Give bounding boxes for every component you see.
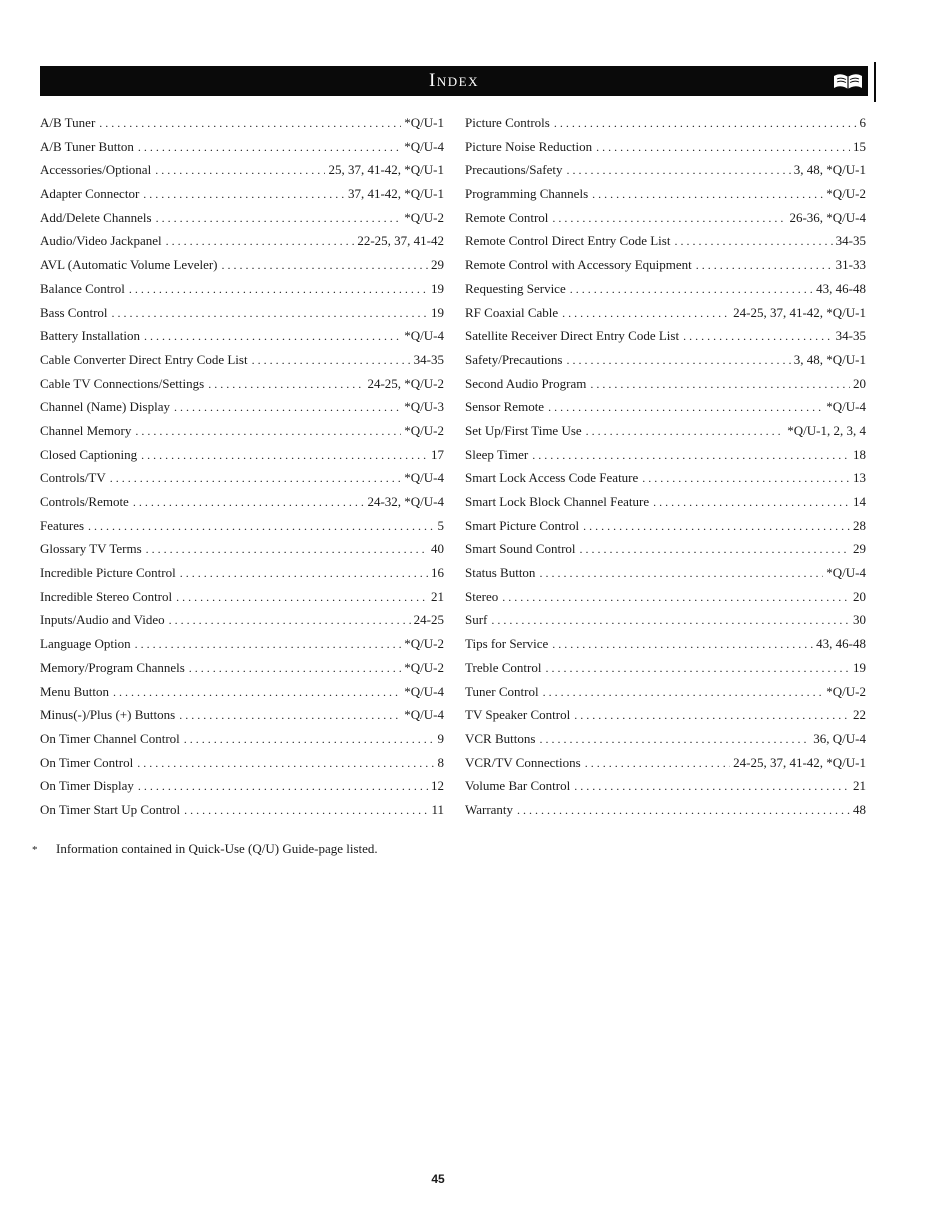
- index-term: A/B Tuner Button: [40, 138, 134, 154]
- footnote-marker: *: [32, 844, 38, 856]
- index-entry: [40, 774, 444, 798]
- index-term: Balance Control: [40, 280, 125, 296]
- index-term: TV Speaker Control: [465, 707, 571, 723]
- leader-dots: [179, 704, 401, 728]
- leader-dots: [554, 112, 857, 136]
- index-pages: 24-32, *Q/U-4: [367, 494, 444, 509]
- index-term: Remote Control: [465, 209, 549, 225]
- index-term: Smart Lock Block Channel Feature: [465, 494, 650, 509]
- index-term: Minus(-)/Plus (+) Buttons: [40, 707, 176, 723]
- index-title-bar: [40, 66, 868, 96]
- index-pages: *Q/U-4: [404, 707, 444, 723]
- page-number: 45: [431, 1172, 445, 1186]
- index-entry: [465, 324, 866, 348]
- index-pages: 5: [437, 517, 444, 533]
- index-pages: *Q/U-4: [826, 399, 866, 415]
- leader-dots: [592, 183, 823, 207]
- leader-dots: [653, 491, 850, 515]
- leader-dots: [141, 444, 428, 468]
- index-pages: 20: [853, 375, 866, 391]
- leader-dots: [184, 799, 428, 823]
- index-term: Smart Picture Control: [465, 517, 580, 533]
- leader-dots: [169, 609, 411, 633]
- index-pages: 20: [853, 588, 866, 604]
- index-pages: 3, 48, *Q/U-1: [793, 351, 866, 367]
- leader-dots: [184, 728, 435, 752]
- leader-dots: [222, 254, 428, 278]
- index-pages: 9: [437, 730, 444, 746]
- header-edge-rule: [874, 62, 876, 102]
- index-entry: [465, 727, 866, 751]
- index-pages: *Q/U-3: [404, 399, 444, 415]
- index-term: Smart Sound Control: [465, 541, 576, 557]
- index-pages: 26-36, *Q/U-4: [789, 209, 866, 225]
- index-pages: 17: [431, 446, 444, 462]
- leader-dots: [155, 159, 325, 183]
- index-pages: 28: [853, 517, 866, 533]
- leader-dots: [189, 657, 401, 681]
- index-term: Surf: [465, 612, 488, 628]
- index-entry: [465, 135, 866, 159]
- index-entry: [40, 348, 444, 372]
- index-pages: 22-25, 37, 41-42: [357, 233, 444, 249]
- leader-dots: [552, 207, 786, 231]
- index-pages: *Q/U-2: [404, 422, 444, 438]
- index-entry: [465, 608, 866, 632]
- index-term: Treble Control: [465, 659, 542, 675]
- index-entry: [40, 253, 444, 277]
- index-term: Language Option: [40, 636, 131, 652]
- leader-dots: [144, 325, 401, 349]
- index-pages: 34-35: [835, 233, 866, 249]
- index-entry: [40, 514, 444, 538]
- index-term: On Timer Start Up Control: [40, 801, 181, 817]
- index-term: Cable TV Connections/Settings: [40, 375, 205, 391]
- index-entry: [40, 490, 444, 514]
- index-entry: [40, 656, 444, 680]
- index-term: Incredible Stereo Control: [40, 588, 173, 604]
- leader-dots: [574, 775, 850, 799]
- index-pages: 30: [853, 612, 866, 628]
- leader-dots: [88, 515, 434, 539]
- leader-dots: [545, 657, 850, 681]
- leader-dots: [532, 444, 850, 468]
- index-term: Controls/Remote: [40, 494, 129, 509]
- index-pages: 29: [431, 257, 444, 273]
- index-term: Controls/TV: [40, 470, 106, 486]
- index-term: A/B Tuner: [40, 115, 96, 130]
- index-entry: [465, 680, 866, 704]
- leader-dots: [585, 752, 730, 776]
- leader-dots: [548, 396, 823, 420]
- index-pages: *Q/U-2: [826, 683, 866, 699]
- page-title: Index: [429, 70, 479, 91]
- index-pages: *Q/U-4: [404, 138, 444, 154]
- index-term: Tips for Service: [465, 636, 549, 652]
- index-pages: 18: [853, 446, 866, 462]
- leader-dots: [112, 302, 428, 326]
- index-term: Inputs/Audio and Video: [40, 612, 165, 628]
- index-pages: 11: [431, 801, 444, 817]
- index-entry: [465, 703, 866, 727]
- index-term: On Timer Display: [40, 778, 134, 794]
- index-entry: [40, 135, 444, 159]
- index-term: Bass Control: [40, 304, 108, 320]
- index-entry: [465, 798, 866, 822]
- index-term: Sleep Timer: [465, 446, 529, 462]
- index-pages: 34-35: [413, 351, 444, 367]
- index-entry: [40, 537, 444, 561]
- index-term: Status Button: [465, 565, 536, 581]
- leader-dots: [166, 230, 355, 254]
- index-term: Adapter Connector: [40, 186, 140, 202]
- index-pages: 8: [437, 754, 444, 770]
- index-pages: *Q/U-4: [404, 683, 444, 699]
- leader-dots: [583, 515, 850, 539]
- index-pages: 19: [853, 659, 866, 675]
- leader-dots: [143, 183, 345, 207]
- leader-dots: [566, 159, 790, 183]
- index-pages: 6: [859, 115, 866, 130]
- leader-dots: [135, 633, 402, 657]
- index-entry: [40, 277, 444, 301]
- leader-dots: [129, 278, 428, 302]
- leader-dots: [491, 609, 850, 633]
- index-pages: 21: [853, 778, 866, 794]
- leader-dots: [566, 349, 790, 373]
- index-entry: [465, 751, 866, 775]
- leader-dots: [99, 112, 401, 136]
- index-entry: [465, 253, 866, 277]
- index-entry: [465, 277, 866, 301]
- leader-dots: [517, 799, 850, 823]
- index-pages: *Q/U-4: [404, 328, 444, 344]
- index-pages: 22: [853, 707, 866, 723]
- leader-dots: [252, 349, 411, 373]
- leader-dots: [580, 538, 850, 562]
- index-entry: [465, 537, 866, 561]
- leader-dots: [146, 538, 428, 562]
- leader-dots: [543, 681, 824, 705]
- index-pages: *Q/U-2: [404, 636, 444, 652]
- index-entry: [465, 372, 866, 396]
- leader-dots: [502, 586, 850, 610]
- index-pages: 29: [853, 541, 866, 557]
- index-term: Programming Channels: [465, 186, 589, 202]
- index-entry: [465, 158, 866, 182]
- index-pages: *Q/U-4: [826, 565, 866, 581]
- index-term: Add/Delete Channels: [40, 209, 152, 225]
- index-pages: 12: [431, 778, 444, 794]
- index-entry: [40, 608, 444, 632]
- index-term: Remote Control Direct Entry Code List: [465, 233, 671, 249]
- leader-dots: [138, 136, 401, 160]
- index-entry: [465, 395, 866, 419]
- index-entry: [465, 490, 866, 514]
- index-entry: [465, 182, 866, 206]
- index-entry: [465, 301, 866, 325]
- index-entry: [40, 703, 444, 727]
- leader-dots: [539, 562, 823, 586]
- index-entry: [465, 632, 866, 656]
- leader-dots: [156, 207, 402, 231]
- leader-dots: [562, 302, 730, 326]
- index-entry: [465, 466, 866, 490]
- index-term: Set Up/First Time Use: [465, 422, 582, 438]
- leader-dots: [180, 562, 428, 586]
- index-entry: [40, 182, 444, 206]
- index-term: Stereo: [465, 588, 499, 604]
- index-term: On Timer Control: [40, 754, 134, 770]
- index-term: AVL (Automatic Volume Leveler): [40, 257, 218, 273]
- leader-dots: [135, 420, 401, 444]
- index-term: Remote Control with Accessory Equipment: [465, 257, 692, 273]
- index-column-right: [465, 111, 866, 822]
- leader-dots: [590, 373, 850, 397]
- leader-dots: [110, 467, 402, 491]
- index-pages: 24-25, 37, 41-42, *Q/U-1: [733, 304, 866, 320]
- index-entry: [40, 443, 444, 467]
- index-entry: [465, 774, 866, 798]
- index-entry: [40, 395, 444, 419]
- leader-dots: [642, 467, 850, 491]
- index-pages: *Q/U-4: [404, 470, 444, 486]
- index-term: Audio/Video Jackpanel: [40, 233, 162, 249]
- index-term: On Timer Channel Control: [40, 730, 180, 746]
- index-pages: 31-33: [835, 257, 866, 273]
- index-entry: [465, 656, 866, 680]
- index-pages: *Q/U-2: [404, 659, 444, 675]
- index-entry: [40, 466, 444, 490]
- index-entry: [40, 798, 444, 822]
- index-pages: 19: [431, 280, 444, 296]
- index-pages: 13: [853, 470, 866, 486]
- index-pages: *Q/U-1: [404, 115, 444, 130]
- index-term: Channel Memory: [40, 422, 132, 438]
- leader-dots: [176, 586, 428, 610]
- index-term: VCR/TV Connections: [465, 754, 581, 770]
- index-entry: [40, 561, 444, 585]
- index-pages: 14: [853, 494, 866, 509]
- leader-dots: [174, 396, 401, 420]
- index-term: Warranty: [465, 801, 514, 817]
- index-pages: 21: [431, 588, 444, 604]
- index-term: Satellite Receiver Direct Entry Code List: [465, 328, 680, 344]
- leader-dots: [570, 278, 813, 302]
- index-term: Picture Controls: [465, 115, 550, 130]
- index-entry: [465, 229, 866, 253]
- leader-dots: [574, 704, 850, 728]
- leader-dots: [133, 491, 365, 515]
- footnote-text: Information contained in Quick-Use (Q/U) Guide-page listed.: [56, 841, 378, 856]
- index-term: RF Coaxial Cable: [465, 304, 559, 320]
- index-term: Precautions/Safety: [465, 162, 563, 178]
- index-entry: [40, 324, 444, 348]
- index-entry: [40, 158, 444, 182]
- index-term: Picture Noise Reduction: [465, 138, 593, 154]
- leader-dots: [539, 728, 810, 752]
- index-pages: 40: [431, 541, 444, 557]
- index-entry: [40, 229, 444, 253]
- index-term: VCR Buttons: [465, 730, 536, 746]
- index-entry: [465, 585, 866, 609]
- index-entry: [40, 301, 444, 325]
- index-entry: [465, 419, 866, 443]
- index-term: Volume Bar Control: [465, 778, 571, 794]
- leader-dots: [552, 633, 813, 657]
- leader-dots: [683, 325, 833, 349]
- index-term: Memory/Program Channels: [40, 659, 185, 675]
- index-entry: [40, 680, 444, 704]
- index-pages: 24-25, 37, 41-42, *Q/U-1: [733, 754, 866, 770]
- index-pages: *Q/U-2: [404, 209, 444, 225]
- index-entry: [40, 727, 444, 751]
- index-entry: [40, 111, 444, 135]
- index-pages: 37, 41-42, *Q/U-1: [347, 186, 444, 202]
- index-term: Tuner Control: [465, 683, 539, 699]
- index-column-left: [40, 111, 444, 822]
- index-pages: 15: [853, 138, 866, 154]
- index-term: Closed Captioning: [40, 446, 138, 462]
- index-entry: [40, 751, 444, 775]
- index-term: Channel (Name) Display: [40, 399, 170, 415]
- footnote: [32, 841, 378, 857]
- index-pages: 25, 37, 41-42, *Q/U-1: [328, 162, 444, 178]
- index-entry: [465, 348, 866, 372]
- index-term: Incredible Picture Control: [40, 565, 176, 581]
- index-entry: [40, 632, 444, 656]
- index-entry: [40, 585, 444, 609]
- index-term: Cable Converter Direct Entry Code List: [40, 351, 248, 367]
- index-term: Glossary TV Terms: [40, 541, 142, 557]
- index-pages: 36, Q/U-4: [813, 730, 866, 746]
- leader-dots: [596, 136, 850, 160]
- index-term: Smart Lock Access Code Feature: [465, 470, 639, 486]
- index-entry: [40, 206, 444, 230]
- index-entry: [465, 443, 866, 467]
- index-entry: [465, 206, 866, 230]
- index-term: Battery Installation: [40, 328, 141, 344]
- index-entry: [465, 561, 866, 585]
- index-pages: 43, 46-48: [816, 636, 866, 652]
- index-pages: 48: [853, 801, 866, 817]
- index-entry: [40, 372, 444, 396]
- leader-dots: [674, 230, 832, 254]
- leader-dots: [138, 775, 428, 799]
- leader-dots: [113, 681, 401, 705]
- index-term: Second Audio Program: [465, 375, 587, 391]
- index-pages: 19: [431, 304, 444, 320]
- leader-dots: [696, 254, 833, 278]
- index-entry: [465, 514, 866, 538]
- index-entry: [40, 419, 444, 443]
- index-pages: 3, 48, *Q/U-1: [793, 162, 866, 178]
- index-pages: *Q/U-2: [826, 186, 866, 202]
- index-term: Safety/Precautions: [465, 351, 563, 367]
- index-term: Features: [40, 517, 85, 533]
- index-pages: 34-35: [835, 328, 866, 344]
- index-term: Requesting Service: [465, 280, 566, 296]
- index-pages: *Q/U-1, 2, 3, 4: [787, 422, 866, 438]
- index-term: Accessories/Optional: [40, 162, 152, 178]
- index-pages: 24-25: [413, 612, 444, 628]
- index-term: Menu Button: [40, 683, 109, 699]
- index-pages: 16: [431, 565, 444, 581]
- index-entry: [465, 111, 866, 135]
- index-pages: 24-25, *Q/U-2: [367, 375, 444, 391]
- index-term: Sensor Remote: [465, 399, 545, 415]
- book-icon: [828, 66, 868, 96]
- leader-dots: [208, 373, 364, 397]
- leader-dots: [137, 752, 434, 776]
- leader-dots: [586, 420, 785, 444]
- index-pages: 43, 46-48: [816, 280, 866, 296]
